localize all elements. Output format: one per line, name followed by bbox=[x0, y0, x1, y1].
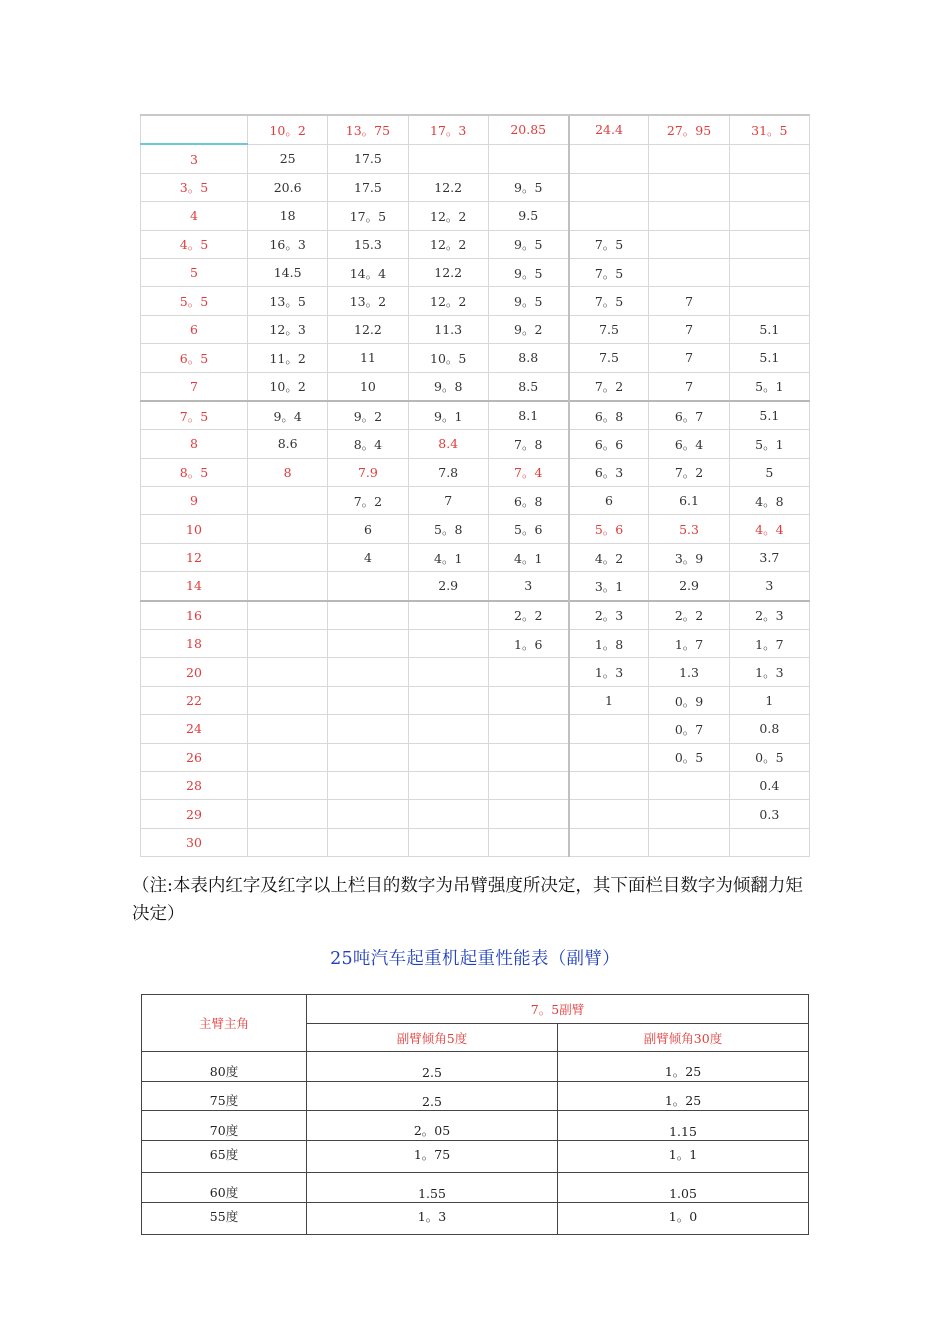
capacity-cell bbox=[328, 800, 408, 828]
capacity-cell bbox=[328, 771, 408, 799]
offset-5-cell: 1。3 bbox=[307, 1202, 558, 1235]
capacity-cell bbox=[328, 715, 408, 743]
jib-table-row bbox=[142, 1202, 809, 1235]
capacity-cell bbox=[408, 800, 488, 828]
capacity-cell bbox=[248, 743, 328, 771]
jib-table-row bbox=[142, 1140, 809, 1173]
capacity-cell: 6。6 bbox=[569, 430, 649, 458]
capacity-cell bbox=[248, 487, 328, 515]
capacity-cell: 12.2 bbox=[408, 258, 488, 286]
capacity-cell: 0。5 bbox=[649, 743, 729, 771]
capacity-cell bbox=[569, 800, 649, 828]
capacity-cell: 5。6 bbox=[569, 515, 649, 543]
table-row bbox=[141, 372, 810, 401]
capacity-cell bbox=[408, 630, 488, 658]
capacity-cell: 7.5 bbox=[569, 344, 649, 372]
capacity-cell bbox=[569, 144, 649, 173]
capacity-cell bbox=[569, 202, 649, 230]
capacity-cell: 7.5 bbox=[569, 315, 649, 343]
offset-30-header: 副臂倾角30度 bbox=[558, 1024, 809, 1052]
capacity-cell bbox=[248, 828, 328, 856]
capacity-cell: 6 bbox=[569, 487, 649, 515]
table-row bbox=[141, 315, 810, 343]
boom-length-header: 24.4 bbox=[569, 115, 649, 144]
capacity-cell: 5。1 bbox=[729, 430, 809, 458]
capacity-cell: 13。2 bbox=[328, 287, 408, 315]
capacity-cell: 9。8 bbox=[408, 372, 488, 401]
table-row bbox=[141, 287, 810, 315]
capacity-cell bbox=[408, 771, 488, 799]
table-row bbox=[141, 771, 810, 799]
capacity-cell bbox=[569, 771, 649, 799]
jib-header-row bbox=[142, 995, 809, 1024]
capacity-cell bbox=[488, 771, 568, 799]
capacity-cell bbox=[488, 828, 568, 856]
capacity-cell bbox=[649, 144, 729, 173]
capacity-cell bbox=[248, 543, 328, 571]
load-capacity-table bbox=[140, 114, 810, 857]
main-angle-cell: 55度 bbox=[142, 1202, 307, 1235]
capacity-cell bbox=[729, 287, 809, 315]
capacity-cell: 11。2 bbox=[248, 344, 328, 372]
corner-cell bbox=[141, 115, 248, 144]
capacity-cell bbox=[488, 715, 568, 743]
capacity-cell bbox=[248, 771, 328, 799]
capacity-cell: 7.8 bbox=[408, 458, 488, 486]
jib-length-header: 7。5副臂 bbox=[307, 995, 809, 1024]
jib-table-row bbox=[142, 1052, 809, 1082]
capacity-cell: 1 bbox=[729, 686, 809, 714]
capacity-cell: 5.3 bbox=[649, 515, 729, 543]
capacity-cell: 10 bbox=[328, 372, 408, 401]
capacity-cell bbox=[408, 686, 488, 714]
capacity-cell: 7。4 bbox=[488, 458, 568, 486]
boom-length-header: 10。2 bbox=[248, 115, 328, 144]
radius-cell: 14 bbox=[141, 572, 248, 601]
capacity-cell: 17.5 bbox=[328, 144, 408, 173]
radius-cell: 16 bbox=[141, 601, 248, 630]
table-row bbox=[141, 630, 810, 658]
offset-30-cell: 1.15 bbox=[558, 1111, 809, 1141]
capacity-cell: 6。8 bbox=[488, 487, 568, 515]
capacity-cell: 13。5 bbox=[248, 287, 328, 315]
capacity-cell: 12。2 bbox=[408, 287, 488, 315]
radius-cell: 7 bbox=[141, 372, 248, 401]
capacity-cell: 11 bbox=[328, 344, 408, 372]
boom-length-header-row bbox=[141, 115, 810, 144]
radius-cell: 8 bbox=[141, 430, 248, 458]
boom-length-header: 13。75 bbox=[328, 115, 408, 144]
table-row bbox=[141, 743, 810, 771]
capacity-cell: 1 bbox=[569, 686, 649, 714]
capacity-cell bbox=[488, 658, 568, 686]
capacity-cell: 1。3 bbox=[729, 658, 809, 686]
capacity-cell bbox=[248, 800, 328, 828]
radius-cell: 4。5 bbox=[141, 230, 248, 258]
capacity-cell: 9。1 bbox=[408, 401, 488, 430]
load-table-body bbox=[141, 115, 810, 857]
capacity-cell bbox=[328, 601, 408, 630]
capacity-cell bbox=[248, 630, 328, 658]
capacity-cell: 7。2 bbox=[328, 487, 408, 515]
capacity-cell: 12.2 bbox=[328, 315, 408, 343]
radius-cell: 28 bbox=[141, 771, 248, 799]
radius-cell: 30 bbox=[141, 828, 248, 856]
capacity-cell: 0。5 bbox=[729, 743, 809, 771]
jib-table-row bbox=[142, 1111, 809, 1141]
capacity-cell: 0。7 bbox=[649, 715, 729, 743]
main-angle-cell: 65度 bbox=[142, 1140, 307, 1173]
radius-cell: 18 bbox=[141, 630, 248, 658]
offset-30-cell: 1。0 bbox=[558, 1202, 809, 1235]
capacity-cell bbox=[408, 144, 488, 173]
offset-5-cell: 1.55 bbox=[307, 1173, 558, 1203]
jib-table-body bbox=[142, 995, 809, 1235]
radius-cell: 29 bbox=[141, 800, 248, 828]
capacity-cell: 2.9 bbox=[408, 572, 488, 601]
capacity-cell bbox=[649, 173, 729, 201]
capacity-cell: 10。5 bbox=[408, 344, 488, 372]
table-note: （注:本表内红字及红字以上栏目的数字为吊臂强度所决定，其下面栏目数字为倾翻力矩决定） bbox=[132, 876, 803, 924]
jib-table-title: 25吨汽车起重机起重性能表（副臂） bbox=[330, 949, 620, 969]
capacity-cell bbox=[569, 743, 649, 771]
capacity-cell bbox=[729, 173, 809, 201]
radius-cell: 8。5 bbox=[141, 458, 248, 486]
main-angle-cell: 75度 bbox=[142, 1081, 307, 1111]
capacity-cell bbox=[408, 601, 488, 630]
jib-table-row bbox=[142, 1173, 809, 1203]
capacity-cell: 7.9 bbox=[328, 458, 408, 486]
capacity-cell bbox=[248, 686, 328, 714]
capacity-cell: 5.1 bbox=[729, 401, 809, 430]
capacity-cell: 12。2 bbox=[408, 202, 488, 230]
capacity-cell bbox=[248, 515, 328, 543]
capacity-cell: 15.3 bbox=[328, 230, 408, 258]
table-row bbox=[141, 601, 810, 630]
capacity-cell: 5 bbox=[729, 458, 809, 486]
capacity-cell: 9.5 bbox=[488, 202, 568, 230]
capacity-cell bbox=[569, 173, 649, 201]
radius-cell: 6 bbox=[141, 315, 248, 343]
capacity-cell: 20.6 bbox=[248, 173, 328, 201]
capacity-cell: 5.1 bbox=[729, 315, 809, 343]
capacity-cell: 5。6 bbox=[488, 515, 568, 543]
capacity-cell: 9。2 bbox=[488, 315, 568, 343]
offset-5-cell: 2。05 bbox=[307, 1111, 558, 1141]
table-row bbox=[141, 686, 810, 714]
capacity-cell: 2。3 bbox=[729, 601, 809, 630]
capacity-cell: 6.1 bbox=[649, 487, 729, 515]
capacity-cell: 0.8 bbox=[729, 715, 809, 743]
boom-length-header: 20.85 bbox=[488, 115, 568, 144]
capacity-cell: 2。3 bbox=[569, 601, 649, 630]
radius-cell: 12 bbox=[141, 543, 248, 571]
radius-cell: 5 bbox=[141, 258, 248, 286]
capacity-cell bbox=[488, 144, 568, 173]
capacity-cell: 0.3 bbox=[729, 800, 809, 828]
capacity-cell: 1。7 bbox=[649, 630, 729, 658]
table-row bbox=[141, 658, 810, 686]
capacity-cell: 7。5 bbox=[569, 230, 649, 258]
capacity-cell: 3。9 bbox=[649, 543, 729, 571]
radius-cell: 24 bbox=[141, 715, 248, 743]
radius-cell: 6。5 bbox=[141, 344, 248, 372]
capacity-cell bbox=[729, 828, 809, 856]
radius-cell: 3。5 bbox=[141, 173, 248, 201]
capacity-cell: 6 bbox=[328, 515, 408, 543]
capacity-cell: 9。5 bbox=[488, 230, 568, 258]
capacity-cell: 17.5 bbox=[328, 173, 408, 201]
capacity-cell bbox=[729, 202, 809, 230]
capacity-cell bbox=[649, 258, 729, 286]
capacity-cell: 8.5 bbox=[488, 372, 568, 401]
capacity-cell: 0.4 bbox=[729, 771, 809, 799]
capacity-cell bbox=[729, 230, 809, 258]
table-row bbox=[141, 487, 810, 515]
main-angle-header: 主臂主角 bbox=[142, 995, 307, 1052]
capacity-cell bbox=[488, 686, 568, 714]
capacity-cell bbox=[328, 743, 408, 771]
capacity-cell bbox=[649, 202, 729, 230]
capacity-cell: 4 bbox=[328, 543, 408, 571]
capacity-cell: 4。4 bbox=[729, 515, 809, 543]
capacity-cell: 1。6 bbox=[488, 630, 568, 658]
offset-30-cell: 1.05 bbox=[558, 1173, 809, 1203]
capacity-cell: 25 bbox=[248, 144, 328, 173]
capacity-cell: 2。2 bbox=[488, 601, 568, 630]
capacity-cell: 8 bbox=[248, 458, 328, 486]
capacity-cell bbox=[248, 715, 328, 743]
capacity-cell: 8.8 bbox=[488, 344, 568, 372]
capacity-cell: 8。4 bbox=[328, 430, 408, 458]
capacity-cell: 16。3 bbox=[248, 230, 328, 258]
capacity-cell: 5。1 bbox=[729, 372, 809, 401]
capacity-cell: 7。5 bbox=[569, 258, 649, 286]
capacity-cell: 7 bbox=[649, 372, 729, 401]
capacity-cell: 14。4 bbox=[328, 258, 408, 286]
capacity-cell: 1。3 bbox=[569, 658, 649, 686]
capacity-cell: 3 bbox=[488, 572, 568, 601]
capacity-cell bbox=[649, 771, 729, 799]
capacity-cell bbox=[328, 630, 408, 658]
table-row bbox=[141, 458, 810, 486]
capacity-cell bbox=[408, 743, 488, 771]
radius-cell: 9 bbox=[141, 487, 248, 515]
table-row bbox=[141, 430, 810, 458]
capacity-cell: 4。1 bbox=[488, 543, 568, 571]
capacity-cell: 6。8 bbox=[569, 401, 649, 430]
offset-30-cell: 1。25 bbox=[558, 1052, 809, 1082]
capacity-cell: 9。5 bbox=[488, 258, 568, 286]
table-row bbox=[141, 800, 810, 828]
offset-30-cell: 1。25 bbox=[558, 1081, 809, 1111]
table-row bbox=[141, 828, 810, 856]
table-row bbox=[141, 144, 810, 173]
boom-length-header: 31。5 bbox=[729, 115, 809, 144]
boom-length-header: 17。3 bbox=[408, 115, 488, 144]
offset-5-header: 副臂倾角5度 bbox=[307, 1024, 558, 1052]
capacity-cell: 3 bbox=[729, 572, 809, 601]
capacity-cell bbox=[408, 658, 488, 686]
radius-cell: 3 bbox=[141, 144, 248, 173]
offset-5-cell: 2.5 bbox=[307, 1052, 558, 1082]
capacity-cell bbox=[488, 800, 568, 828]
capacity-cell: 7。5 bbox=[569, 287, 649, 315]
capacity-cell: 6。7 bbox=[649, 401, 729, 430]
capacity-cell bbox=[569, 828, 649, 856]
capacity-cell: 6。4 bbox=[649, 430, 729, 458]
capacity-cell: 4。2 bbox=[569, 543, 649, 571]
main-angle-cell: 60度 bbox=[142, 1173, 307, 1203]
table-row bbox=[141, 173, 810, 201]
capacity-cell: 11.3 bbox=[408, 315, 488, 343]
capacity-cell bbox=[408, 828, 488, 856]
main-angle-cell: 80度 bbox=[142, 1052, 307, 1082]
capacity-cell: 9。4 bbox=[248, 401, 328, 430]
radius-cell: 5。5 bbox=[141, 287, 248, 315]
capacity-cell: 1。7 bbox=[729, 630, 809, 658]
capacity-cell: 7 bbox=[649, 315, 729, 343]
capacity-cell bbox=[328, 572, 408, 601]
capacity-cell bbox=[729, 144, 809, 173]
capacity-cell: 12。3 bbox=[248, 315, 328, 343]
capacity-cell: 3。1 bbox=[569, 572, 649, 601]
capacity-cell: 4。8 bbox=[729, 487, 809, 515]
capacity-cell bbox=[488, 743, 568, 771]
capacity-cell: 4。1 bbox=[408, 543, 488, 571]
offset-5-cell: 1。75 bbox=[307, 1140, 558, 1173]
radius-cell: 7。5 bbox=[141, 401, 248, 430]
table-row bbox=[141, 715, 810, 743]
offset-5-cell: 2.5 bbox=[307, 1081, 558, 1111]
capacity-cell: 2。2 bbox=[649, 601, 729, 630]
capacity-cell bbox=[649, 800, 729, 828]
radius-cell: 20 bbox=[141, 658, 248, 686]
capacity-cell: 9。2 bbox=[328, 401, 408, 430]
radius-cell: 22 bbox=[141, 686, 248, 714]
capacity-cell: 7 bbox=[649, 287, 729, 315]
table-row bbox=[141, 344, 810, 372]
capacity-cell: 7。2 bbox=[649, 458, 729, 486]
radius-cell: 26 bbox=[141, 743, 248, 771]
table-row bbox=[141, 230, 810, 258]
table-row bbox=[141, 202, 810, 230]
capacity-cell: 6。3 bbox=[569, 458, 649, 486]
capacity-cell: 17。5 bbox=[328, 202, 408, 230]
capacity-cell: 12.2 bbox=[408, 173, 488, 201]
offset-30-cell: 1。1 bbox=[558, 1140, 809, 1173]
capacity-cell: 8.4 bbox=[408, 430, 488, 458]
capacity-cell bbox=[328, 658, 408, 686]
capacity-cell bbox=[328, 686, 408, 714]
capacity-cell: 12。2 bbox=[408, 230, 488, 258]
table-row bbox=[141, 543, 810, 571]
capacity-cell bbox=[649, 828, 729, 856]
jib-table-row bbox=[142, 1081, 809, 1111]
main-angle-cell: 70度 bbox=[142, 1111, 307, 1141]
capacity-cell bbox=[569, 715, 649, 743]
capacity-cell: 0。9 bbox=[649, 686, 729, 714]
capacity-cell bbox=[248, 572, 328, 601]
radius-cell: 4 bbox=[141, 202, 248, 230]
capacity-cell bbox=[248, 601, 328, 630]
capacity-cell: 9。5 bbox=[488, 173, 568, 201]
capacity-cell: 10。2 bbox=[248, 372, 328, 401]
table-row bbox=[141, 572, 810, 601]
capacity-cell: 7 bbox=[408, 487, 488, 515]
boom-length-header: 27。95 bbox=[649, 115, 729, 144]
table-row bbox=[141, 401, 810, 430]
capacity-cell: 2.9 bbox=[649, 572, 729, 601]
table-row bbox=[141, 258, 810, 286]
capacity-cell: 7 bbox=[649, 344, 729, 372]
capacity-cell: 14.5 bbox=[248, 258, 328, 286]
capacity-cell: 5。8 bbox=[408, 515, 488, 543]
capacity-cell bbox=[248, 658, 328, 686]
capacity-cell: 9。5 bbox=[488, 287, 568, 315]
capacity-cell: 5.1 bbox=[729, 344, 809, 372]
capacity-cell: 8.6 bbox=[248, 430, 328, 458]
capacity-cell bbox=[408, 715, 488, 743]
radius-cell: 10 bbox=[141, 515, 248, 543]
capacity-cell bbox=[729, 258, 809, 286]
capacity-cell: 7。8 bbox=[488, 430, 568, 458]
capacity-cell: 7。2 bbox=[569, 372, 649, 401]
capacity-cell: 1。8 bbox=[569, 630, 649, 658]
capacity-cell bbox=[328, 828, 408, 856]
jib-capacity-table bbox=[141, 994, 809, 1235]
capacity-cell: 3.7 bbox=[729, 543, 809, 571]
capacity-cell bbox=[649, 230, 729, 258]
capacity-cell: 18 bbox=[248, 202, 328, 230]
capacity-cell: 1.3 bbox=[649, 658, 729, 686]
table-row bbox=[141, 515, 810, 543]
capacity-cell: 8.1 bbox=[488, 401, 568, 430]
